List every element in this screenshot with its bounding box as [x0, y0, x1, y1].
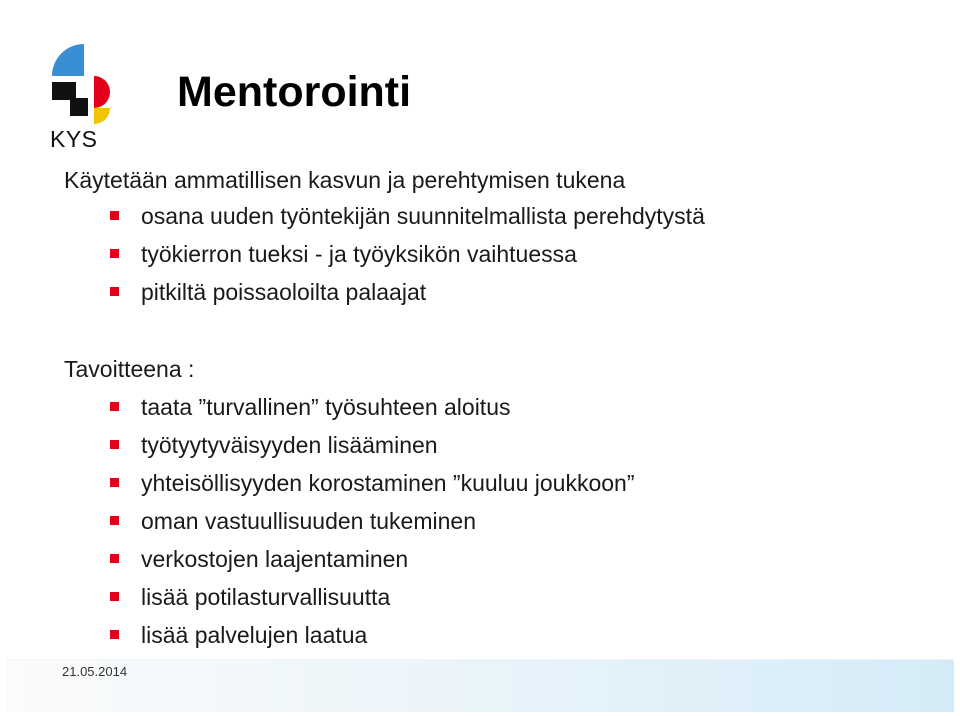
- section-1-list: [110, 201, 705, 315]
- list-item: [110, 392, 634, 430]
- logo-blue-shape: [52, 44, 84, 76]
- list-item: [110, 506, 634, 544]
- logo-yellow-shape: [94, 108, 110, 124]
- section-2-list: [110, 392, 634, 658]
- list-item: [110, 201, 705, 239]
- bullet-square-icon: [110, 402, 119, 411]
- bullet-square-icon: [110, 630, 119, 639]
- logo-text: KYS: [50, 126, 98, 152]
- list-item-text: yhteisöllisyyden korostaminen ”kuuluu joukkoon”: [141, 470, 635, 496]
- logo-black-shape: [52, 82, 88, 116]
- list-item-text: lisää potilasturvallisuutta: [141, 584, 391, 610]
- list-item-text: taata ”turvallinen” työsuhteen aloitus: [141, 394, 511, 420]
- list-item: [110, 430, 634, 468]
- bullet-square-icon: [110, 592, 119, 601]
- list-item: [110, 544, 634, 582]
- section-2-heading: Tavoitteena :: [64, 356, 195, 382]
- list-item: [110, 468, 634, 506]
- footer-date: 21.05.2014: [62, 664, 128, 679]
- footer-bar: [6, 659, 954, 712]
- list-item: [110, 277, 705, 315]
- list-item-text: työtyytyväisyyden lisääminen: [141, 432, 438, 458]
- list-item-text: lisää palvelujen laatua: [141, 622, 368, 648]
- list-item-text: pitkiltä poissaoloilta palaajat: [141, 279, 427, 305]
- list-item-text: verkostojen laajentaminen: [141, 546, 409, 572]
- list-item: [110, 620, 634, 658]
- list-item-text: osana uuden työntekijän suunnitelmallista perehdytystä: [141, 203, 705, 229]
- bullet-square-icon: [110, 516, 119, 525]
- list-item-text: työkierron tueksi - ja työyksikön vaihtuessa: [141, 241, 577, 267]
- bullet-square-icon: [110, 554, 119, 563]
- bullet-square-icon: [110, 478, 119, 487]
- list-item: [110, 582, 634, 620]
- section-1-heading: Käytetään ammatillisen kasvun ja perehtymisen tukena: [64, 167, 626, 193]
- bullet-square-icon: [110, 440, 119, 449]
- bullet-square-icon: [110, 211, 119, 220]
- list-item-text: oman vastuullisuuden tukeminen: [141, 508, 476, 534]
- bullet-square-icon: [110, 287, 119, 296]
- logo-red-shape: [94, 76, 110, 108]
- page-title: Mentorointi: [177, 68, 412, 116]
- bullet-square-icon: [110, 249, 119, 258]
- list-item: [110, 239, 705, 277]
